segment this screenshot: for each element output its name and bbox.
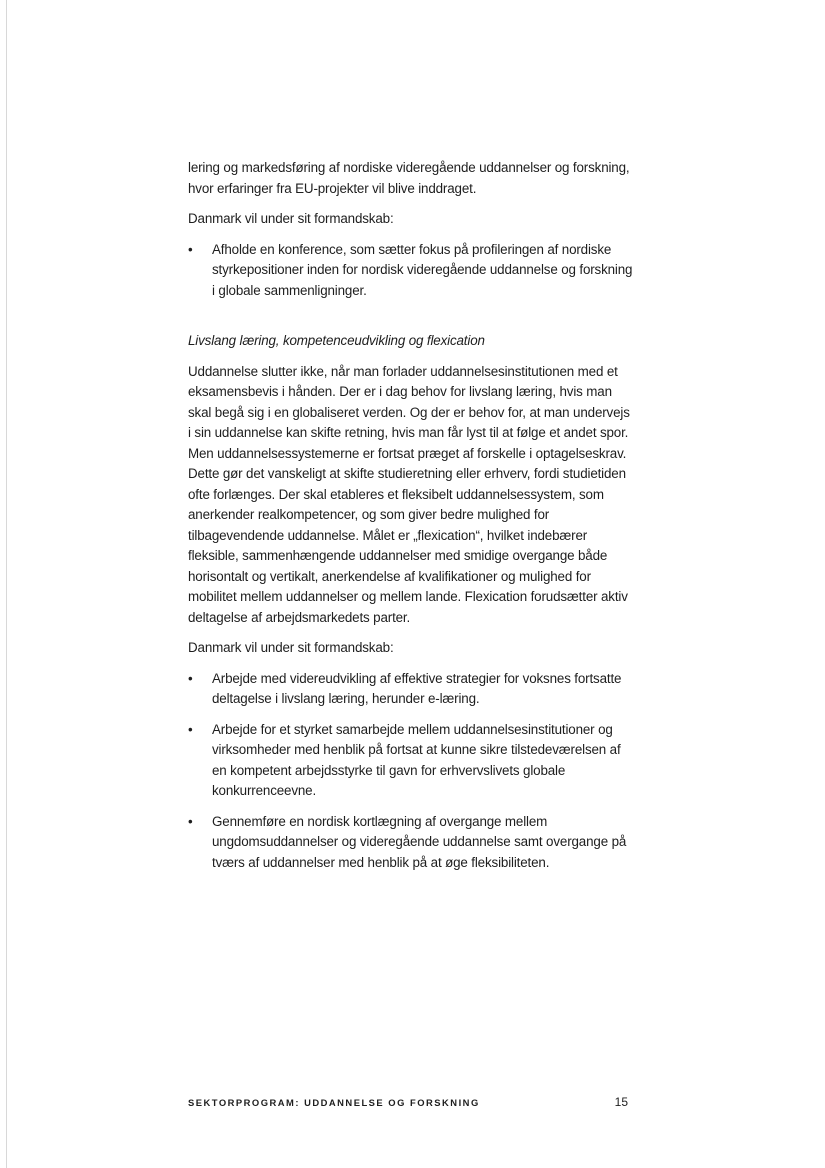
bullet-item (188, 720, 633, 802)
bullet-text: Arbejde med videreudvikling af effektive strategier for voksnes fortsatte deltagelse i livslang læring, herunder e-læring. (212, 670, 622, 706)
bullet-text: Arbejde for et styrket samarbejde mellem uddannelsesinstitutioner og virksomheder med henblik på fortsat at kunne sikre tilstedeværelsen af en kompetent arbejdsstyrke til gavn for erhvervslivets globale konkurrenceevne. (212, 721, 621, 798)
bullet-icon: • (188, 241, 193, 257)
bullet-item (188, 240, 633, 302)
bullet-text: Gennemføre en nordisk kortlægning af overgange mellem ungdomsuddannelser og videregående uddannelse samt overgange på tværs af uddannelser med henblik på at øge fleksibiliteten. (212, 813, 627, 870)
presidency-lead-text: Danmark vil under sit formandskab: (188, 211, 394, 226)
page-footer (188, 1095, 628, 1109)
bullet-icon: • (188, 670, 193, 686)
bullet-icon: • (188, 721, 193, 737)
body-paragraph: Uddannelse slutter ikke, når man forlader uddannelsesinstitutionen med et eksamensbevis i hånden. Der er i dag behov for livslang læring, hvis man skal begå sig i en globaliseret verden. Og der er behov for, at man undervejs i sin uddannelse kan skifte retning, hvis man får lyst til at følge et andet spor. Men uddannelsessystemerne er fortsat præget af forskelle i optagelseskrav. Dette gør det vanskeligt at skifte studieretning eller erhverv, fordi studietiden ofte forlænges. Der skal etableres et fleksibelt uddannelsessystem, som anerkender realkompetencer, og som giver bedre mulighed for tilbagevendende uddannelse. Målet er „flexication“, hvilket indebærer fleksible, sammenhængende uddannelser med smidige overgange både horisontalt og vertikalt, anerkendelse af kvalifikationer og mulighed for mobilitet mellem uddannelser og mellem lande. Flexication forudsætter aktiv deltagelse af arbejdsmarkedets parter. (188, 363, 630, 625)
bullet-text: Afholde en konference, som sætter fokus på profileringen af nordiske styrkepositioner inden for nordisk videregående uddannelse og forskning i globale sammenligninger. (212, 241, 633, 298)
bullet-list-conference (188, 240, 633, 302)
intro-paragraph: lering og markedsføring af nordiske videregående uddannelser og forskning, hvor erfaringer fra EU-projekter vil blive inddraget. (188, 160, 630, 196)
footer-title: SEKTORPROGRAM: UDDANNELSE OG FORSKNING (188, 1097, 480, 1108)
document-page (188, 158, 633, 883)
bullet-item (188, 669, 633, 710)
page-number: 15 (614, 1095, 628, 1109)
bullet-item (188, 812, 633, 874)
section-heading: Livslang læring, kompetenceudvikling og flexication (188, 333, 485, 348)
scan-edge-line (6, 0, 7, 1168)
presidency-lead-text: Danmark vil under sit formandskab: (188, 640, 394, 655)
bullet-icon: • (188, 813, 193, 829)
bullet-list-initiatives (188, 669, 633, 874)
